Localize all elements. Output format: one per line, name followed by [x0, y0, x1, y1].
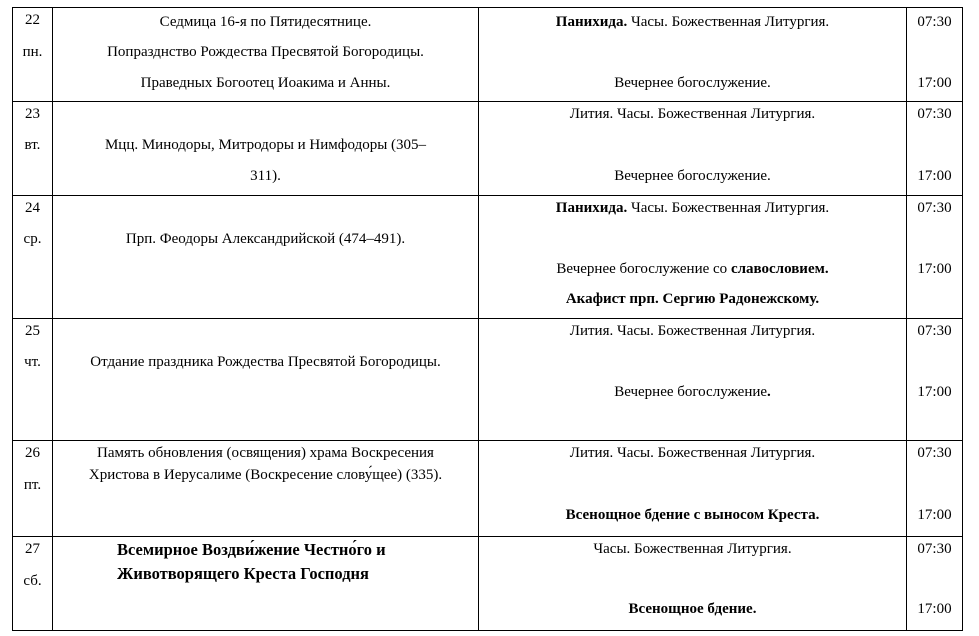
- time-evening: 17:00: [917, 261, 952, 277]
- service-cell: [479, 537, 907, 631]
- table-row: [13, 196, 963, 319]
- evening-service: Всенощное бдение с выносом Креста.: [565, 507, 820, 523]
- date-cell: [13, 441, 53, 537]
- feast-line: Память обновления (освящения) храма Воскресения: [97, 445, 434, 461]
- day-number: 26: [25, 445, 40, 461]
- time-evening: 17:00: [917, 601, 952, 617]
- weekday: вт.: [24, 137, 41, 153]
- day-number: 27: [25, 541, 40, 557]
- weekday: ср.: [23, 231, 42, 247]
- morning-service: Панихида. Часы. Божественная Литургия.: [555, 200, 830, 216]
- day-number: 23: [25, 106, 40, 122]
- day-number: 22: [25, 12, 40, 28]
- day-number: 24: [25, 200, 40, 216]
- feast-cell: [53, 441, 479, 537]
- weekday: сб.: [23, 573, 42, 589]
- feast-line: Мцц. Минодоры, Митродоры и Нимфодоры (305–: [104, 137, 427, 153]
- time-cell: [907, 441, 963, 537]
- time-morning: 07:30: [917, 445, 952, 461]
- schedule-table: [12, 7, 963, 631]
- date-cell: [13, 319, 53, 441]
- time-cell: [907, 196, 963, 319]
- feast-line: Животворящего Креста Господня: [117, 564, 369, 583]
- date-cell: [13, 8, 53, 102]
- feast-line: Праведных Богоотец Иоакима и Анны.: [140, 75, 391, 91]
- evening-service: Вечернее богослужение.: [614, 168, 771, 184]
- time-evening: 17:00: [917, 507, 952, 523]
- table-row: [13, 319, 963, 441]
- table-row: [13, 8, 963, 102]
- table-row: [13, 537, 963, 631]
- feast-line: Отдание праздника Рождества Пресвятой Богородицы.: [90, 354, 441, 370]
- morning-service: Лития. Часы. Божественная Литургия.: [569, 106, 816, 122]
- feast-line: 311).: [250, 168, 281, 184]
- evening-service: Всенощное бдение.: [628, 601, 757, 617]
- table-row: [13, 441, 963, 537]
- morning-service: Лития. Часы. Божественная Литургия.: [569, 445, 816, 461]
- time-morning: 07:30: [917, 200, 952, 216]
- morning-service: Часы. Божественная Литургия.: [593, 541, 792, 557]
- feast-line: Седмица 16-я по Пятидесятнице.: [159, 14, 372, 30]
- time-morning: 07:30: [917, 106, 952, 122]
- time-cell: [907, 537, 963, 631]
- feast-cell: [53, 537, 479, 631]
- feast-cell: [53, 196, 479, 319]
- service-cell: [479, 196, 907, 319]
- service-cell: [479, 319, 907, 441]
- time-evening: 17:00: [917, 168, 952, 184]
- evening-service: Вечернее богослужение со славословием.: [556, 261, 829, 277]
- morning-service: Лития. Часы. Божественная Литургия.: [569, 323, 816, 339]
- weekday: чт.: [24, 354, 41, 370]
- feast-line: Попразднство Рождества Пресвятой Богородицы.: [107, 44, 424, 60]
- evening-service: Вечернее богослужение.: [614, 384, 771, 400]
- morning-service: Панихида. Часы. Божественная Литургия.: [555, 14, 830, 30]
- evening-service: Вечернее богослужение.: [614, 75, 771, 91]
- day-number: 25: [25, 323, 40, 339]
- weekday: пт.: [23, 477, 42, 493]
- date-cell: [13, 196, 53, 319]
- service-cell: [479, 102, 907, 196]
- time-cell: [907, 319, 963, 441]
- date-cell: [13, 102, 53, 196]
- time-cell: [907, 8, 963, 102]
- feast-cell: [53, 8, 479, 102]
- time-evening: 17:00: [917, 75, 952, 91]
- feast-cell: [53, 102, 479, 196]
- feast-line: Всемирное Воздви́жение Честно́го и: [117, 540, 386, 559]
- time-morning: 07:30: [917, 14, 952, 30]
- time-morning: 07:30: [917, 323, 952, 339]
- time-morning: 07:30: [917, 541, 952, 557]
- akathist-line: Акафист прп. Сергию Радонежскому.: [565, 291, 820, 307]
- weekday: пн.: [22, 44, 43, 60]
- feast-line: Прп. Феодоры Александрийской (474–491).: [125, 231, 406, 247]
- feast-cell: [53, 319, 479, 441]
- service-cell: [479, 8, 907, 102]
- time-evening: 17:00: [917, 384, 952, 400]
- table-row: [13, 102, 963, 196]
- time-cell: [907, 102, 963, 196]
- date-cell: [13, 537, 53, 631]
- service-cell: [479, 441, 907, 537]
- feast-line: Христова в Иерусалиме (Воскресение слову́щее) (335).: [88, 467, 443, 483]
